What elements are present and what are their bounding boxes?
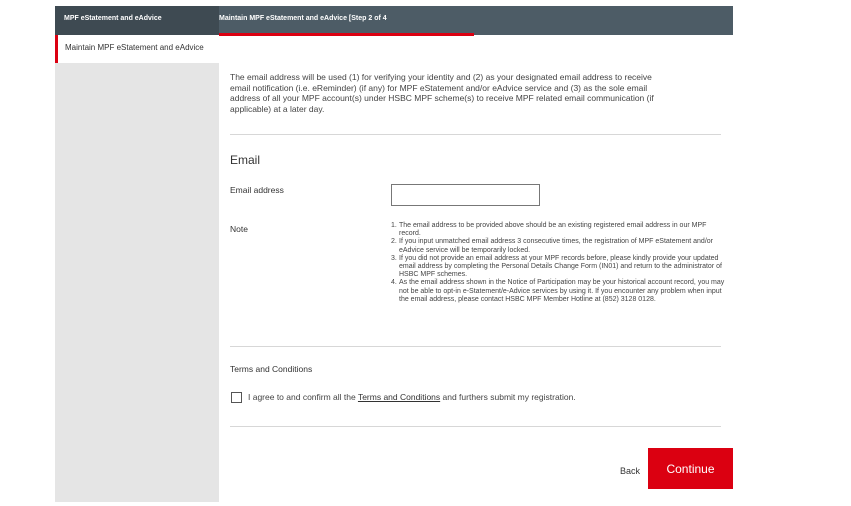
agree-checkbox[interactable] <box>231 392 242 403</box>
sidebar-item-label: Maintain MPF eStatement and eAdvice <box>65 43 204 52</box>
notes-list <box>391 222 727 304</box>
note-item: 3. If you did not provide an email address at your MPF records before, please kindly provide your updated email address by completing the Personal Details Change Form (IN01) and return to the administrator of HSBC MPF schemes. <box>391 254 722 279</box>
note-label: Note <box>230 224 248 234</box>
topbar-service-title <box>55 6 219 35</box>
step-indicator: Maintain MPF eStatement and eAdvice [Step 2 of 4 <box>219 15 387 22</box>
terms-title: Terms and Conditions <box>230 364 313 374</box>
agree-text: I agree to and confirm all the Terms and Conditions and furthers submit my registration. <box>248 392 576 402</box>
terms-link[interactable]: Terms and Conditions <box>357 392 441 402</box>
topbar-step <box>219 6 733 35</box>
section-title-email: Email <box>230 153 261 167</box>
divider <box>230 426 721 427</box>
note-item: 2. If you input unmatched email address 3 consecutive times, the registration of MPF eStatement and/or eAdvice service will be temporarily locked. <box>391 238 713 254</box>
sidebar <box>55 35 219 502</box>
top-bar <box>55 6 733 35</box>
divider <box>230 346 721 347</box>
intro-text: The email address will be used (1) for verifying your identity and (2) as your designated email address to receive email notification (i.e. eReminder) (if any) for MPF eStatement and/or eAdvice service and (3) as the sole email address of all your MPF account(s) under HSBC MPF scheme(s) to receive MPF related email communication (if applicable) at a later day. <box>230 72 654 114</box>
main-content <box>219 35 733 502</box>
email-input[interactable] <box>391 184 540 206</box>
app-frame <box>55 6 733 502</box>
email-label: Email address <box>230 185 284 195</box>
note-item: 4. As the email address shown in the Notice of Participation may be your historical account record, you may not be able to opt-in e-Statement/e-Advice services by using it. If you encounter any problem when input the email address, please contact HSBC MPF Member Hotline at (852) 3128 0128. <box>391 279 725 303</box>
back-link[interactable]: Back <box>620 466 641 476</box>
service-title: MPF eStatement and eAdvice <box>64 15 162 22</box>
sidebar-item-maintain[interactable] <box>55 35 219 63</box>
note-item: 1. The email address to be provided above should be an existing registered email address in our MPF record. <box>391 222 707 238</box>
divider <box>230 134 721 135</box>
continue-button[interactable]: Continue <box>648 448 733 489</box>
